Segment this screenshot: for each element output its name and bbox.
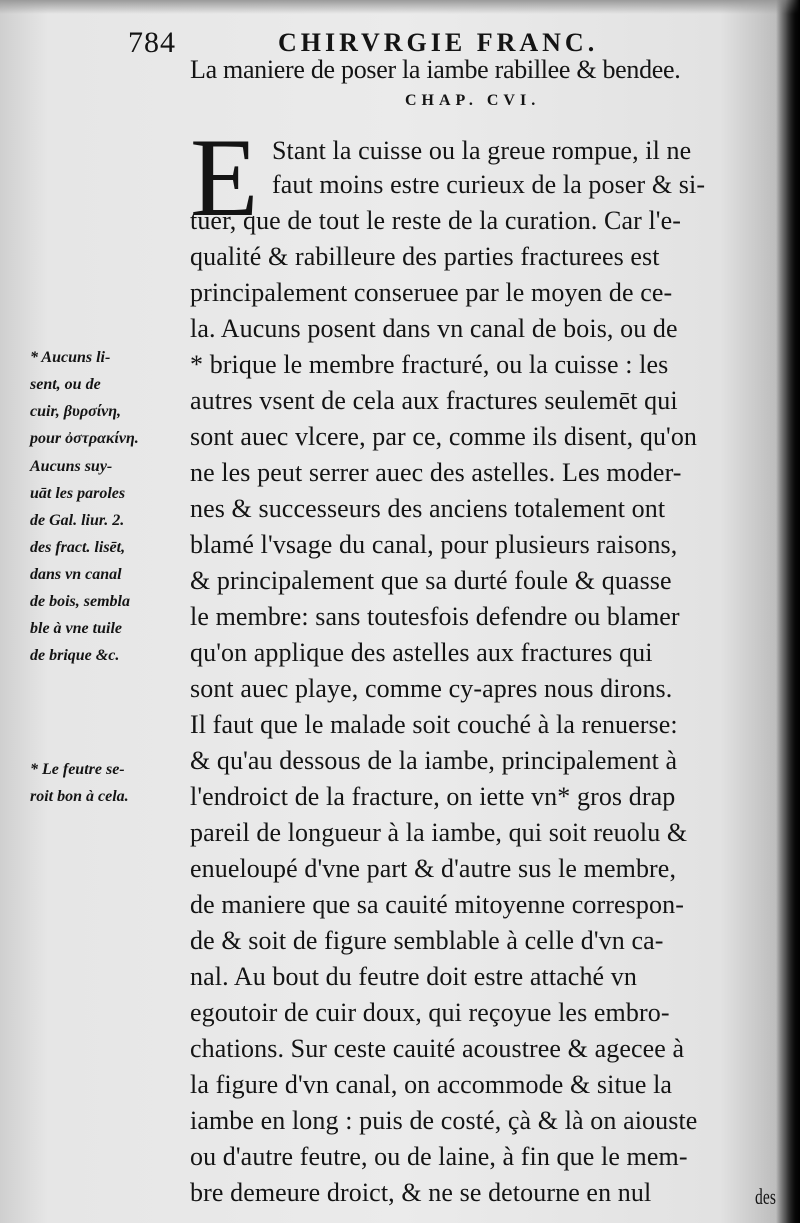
text-line: egoutoir de cuir doux, qui reçoyue les embro- (190, 998, 670, 1027)
marginal-note-line: * Le feutre se- (30, 761, 125, 778)
marginal-note-line: ble à vne tuile (30, 620, 122, 637)
text-line: tuer, que de tout le reste de la curation. Car l'e- (190, 206, 681, 235)
page-number: 784 (128, 26, 176, 59)
marginal-note-line: dans vn canal (30, 566, 122, 583)
text-line: iambe en long : puis de costé, çà & là on aiouste (190, 1106, 698, 1135)
text-line: * brique le membre fracturé, ou la cuisse : les (190, 350, 669, 379)
text-line: nal. Au bout du feutre doit estre attaché vn (190, 962, 637, 991)
running-title: CHIRVRGIE FRANC. (278, 28, 599, 57)
catchword: des (755, 1184, 776, 1209)
text-line: chations. Sur ceste cauité acoustree & agecee à (190, 1034, 685, 1063)
marginal-note-line: pour ὀστρακίνη. (30, 430, 139, 447)
text-line: sont auec playe, comme cy-apres nous dirons. (190, 674, 673, 703)
text-line: de maniere que sa cauité mitoyenne correspon- (190, 890, 684, 919)
text-line: qualité & rabilleure des parties fracturees est (190, 242, 660, 271)
marginal-note-line: uāt les paroles (30, 485, 126, 502)
marginal-note-line: de bois, sembla (30, 593, 130, 610)
text-line: autres vsent de cela aux fractures seulemēt qui (190, 386, 678, 415)
marginal-note-line: sent, ou de (30, 376, 101, 393)
marginal-notes (0, 0, 190, 1223)
text-line: & qu'au dessous de la iambe, principalement à (190, 746, 678, 775)
text-line: bre demeure droict, & ne se detourne en nul (190, 1178, 652, 1207)
text-line: nes & successeurs des anciens totalement ont (190, 494, 666, 523)
marginal-note-line: des fract. lisēt, (30, 539, 126, 556)
chapter-number: CHAP. CVI. (405, 92, 541, 109)
text-line: Stant la cuisse ou la greue rompue, il ne (272, 136, 692, 165)
text-line: & principalement que sa durté foule & quasse (190, 566, 672, 595)
marginal-note-line: de Gal. liur. 2. (30, 512, 125, 529)
binding-shadow (776, 0, 800, 1223)
text-line: ne les peut serrer auec des astelles. Les moder- (190, 458, 682, 487)
chapter-heading: La maniere de poser la iambe rabillee & bendee. (190, 55, 681, 84)
text-line: Il faut que le malade soit couché à la renuerse: (190, 710, 678, 739)
text-line: blamé l'vsage du canal, pour plusieurs raisons, (190, 530, 678, 559)
text-line: de & soit de figure semblable à celle d'vn ca- (190, 926, 664, 955)
text-line: qu'on applique des astelles aux fractures qui (190, 638, 653, 667)
text-line: ou d'autre feutre, ou de laine, à fin que le mem- (190, 1142, 688, 1171)
text-line: l'endroict de la fracture, on iette vn* gros drap (190, 782, 676, 811)
text-line: enueloupé d'vne part & d'autre sus le membre, (190, 854, 677, 883)
text-line: pareil de longueur à la iambe, qui soit reuolu & (190, 818, 688, 847)
text-line: faut moins estre curieux de la poser & si- (272, 170, 706, 199)
drop-cap: E (190, 116, 259, 240)
marginal-note-line: de brique &c. (30, 647, 120, 664)
text-line: la figure d'vn canal, on accommode & situe la (190, 1070, 673, 1099)
marginal-note-line: cuir, βυρσίνη, (30, 403, 122, 420)
text-line: principalement conseruee par le moyen de ce- (190, 278, 673, 307)
body-text (190, 116, 780, 1218)
text-line: la. Aucuns posent dans vn canal de bois, ou de (190, 314, 678, 343)
marginal-note-line: roit bon à cela. (30, 788, 129, 805)
marginal-note-line: * Aucuns li- (30, 349, 111, 366)
text-line: sont auec vlcere, par ce, comme ils disent, qu'on (190, 422, 698, 451)
text-line: le membre: sans toutesfois defendre ou blamer (190, 602, 680, 631)
marginal-note-line: Aucuns suy- (30, 458, 113, 475)
